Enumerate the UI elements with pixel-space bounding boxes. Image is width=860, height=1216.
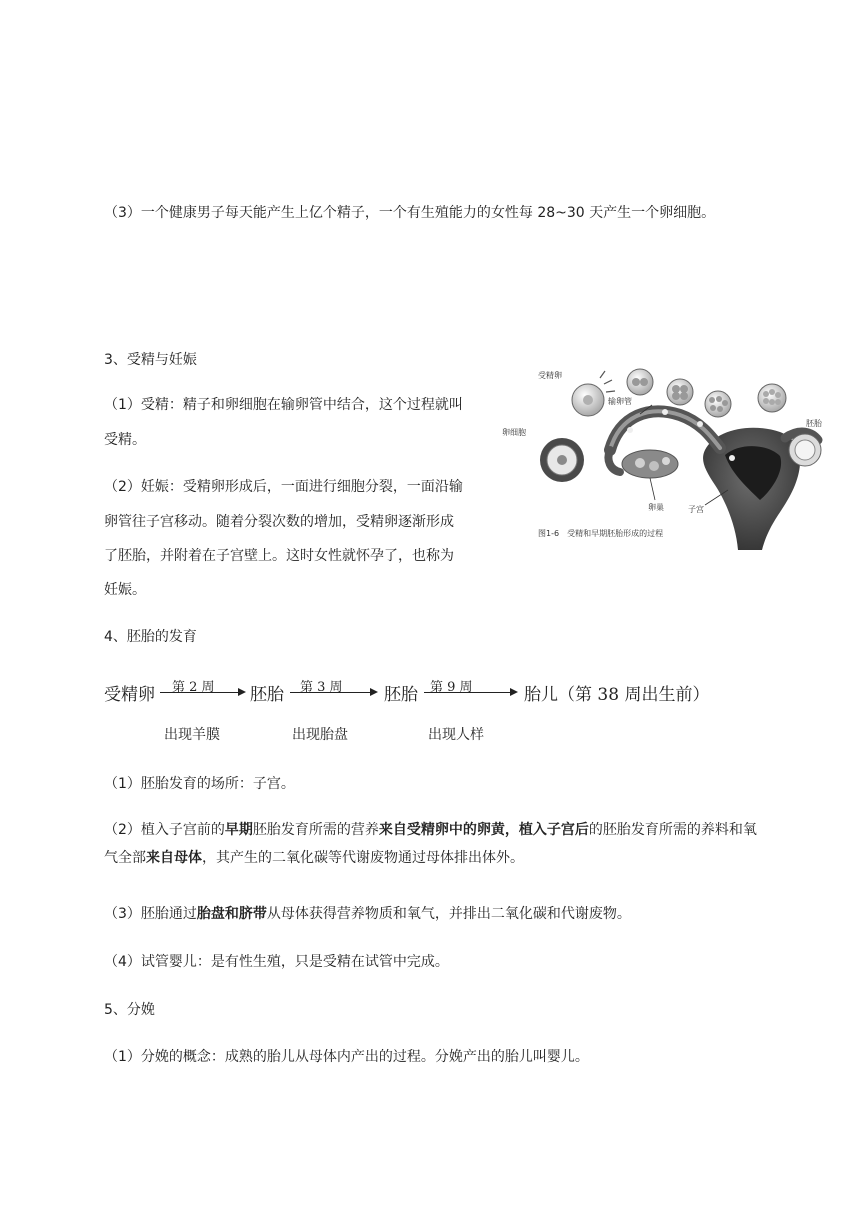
flow-caption-placenta: 出现胎盘 — [292, 727, 348, 743]
paragraph-development-site: （1）胚胎发育的场所：子宫。 — [104, 776, 295, 792]
flow-week-label: 第 9 周 — [430, 680, 473, 695]
fertilization-diagram — [500, 360, 830, 550]
paragraph-pregnancy-line: 妊娠。 — [104, 582, 146, 598]
flow-arrow — [424, 692, 516, 693]
section-heading-fertilization: 3、受精与妊娠 — [104, 352, 197, 368]
flow-caption-amnion: 出现羊膜 — [164, 727, 220, 743]
fertilization-illustration — [500, 360, 830, 550]
paragraph-pregnancy-line: 卵管往子宫移动。随着分裂次数的增加，受精卵逐渐形成 — [104, 514, 454, 530]
paragraph-fertilization-line: （1）受精：精子和卵细胞在输卵管中结合，这个过程就叫 — [104, 397, 463, 413]
flow-week-label: 第 3 周 — [300, 680, 343, 695]
paragraph-sperm-egg: （3）一个健康男子每天能产生上亿个精子，一个有生殖能力的女性每 28~30 天产生一个卵细胞。 — [104, 205, 716, 221]
flow-node-embryo: 胚胎 — [250, 685, 284, 705]
paragraph-fertilization-line: 受精。 — [104, 432, 146, 448]
paragraph-nutrition: （2）植入子宫前的早期胚胎发育所需的营养来自受精卵中的卵黄，植入子宫后的胚胎发育所需的养料和氧气全部来自母体，其产生的二氧化碳等代谢废物通过母体排出体外。 — [104, 822, 757, 866]
flow-node-fetus: 胎儿（第 38 周出生前） — [524, 685, 710, 705]
figure-label-ovary: 卵巢 — [648, 503, 664, 512]
paragraph-pregnancy-line: （2）妊娠：受精卵形成后，一面进行细胞分裂，一面沿输 — [104, 479, 463, 495]
figure-label-oviduct: 输卵管 — [608, 397, 632, 406]
section-heading-embryo-development: 4、胚胎的发育 — [104, 629, 197, 645]
section-heading-childbirth: 5、分娩 — [104, 1002, 155, 1018]
figure-label-embryo: 胚胎 — [806, 419, 822, 428]
flow-node-fertilized-egg: 受精卵 — [104, 685, 155, 705]
flow-arrow — [290, 692, 376, 693]
flow-caption-human-form: 出现人样 — [428, 727, 484, 743]
figure-label-fertilized-egg: 受精卵 — [538, 371, 562, 380]
paragraph-placenta: （3）胚胎通过胎盘和脐带从母体获得营养物质和氧气，并排出二氧化碳和代谢废物。 — [104, 906, 631, 922]
paragraph-childbirth-concept: （1）分娩的概念：成熟的胎儿从母体内产出的过程。分娩产出的胎儿叫婴儿。 — [104, 1049, 589, 1065]
flow-week-label: 第 2 周 — [172, 680, 215, 695]
paragraph-pregnancy-line: 了胚胎，并附着在子宫壁上。这时女性就怀孕了，也称为 — [104, 548, 454, 564]
paragraph-ivf: （4）试管婴儿：是有性生殖，只是受精在试管中完成。 — [104, 954, 449, 970]
flow-arrow — [160, 692, 244, 693]
figure-label-egg-cell: 卵细胞 — [502, 428, 526, 437]
figure-caption: 图1-6 受精和早期胚胎形成的过程 — [538, 529, 664, 538]
figure-label-uterus: 子宫 — [688, 505, 704, 514]
flow-node-embryo: 胚胎 — [384, 685, 418, 705]
